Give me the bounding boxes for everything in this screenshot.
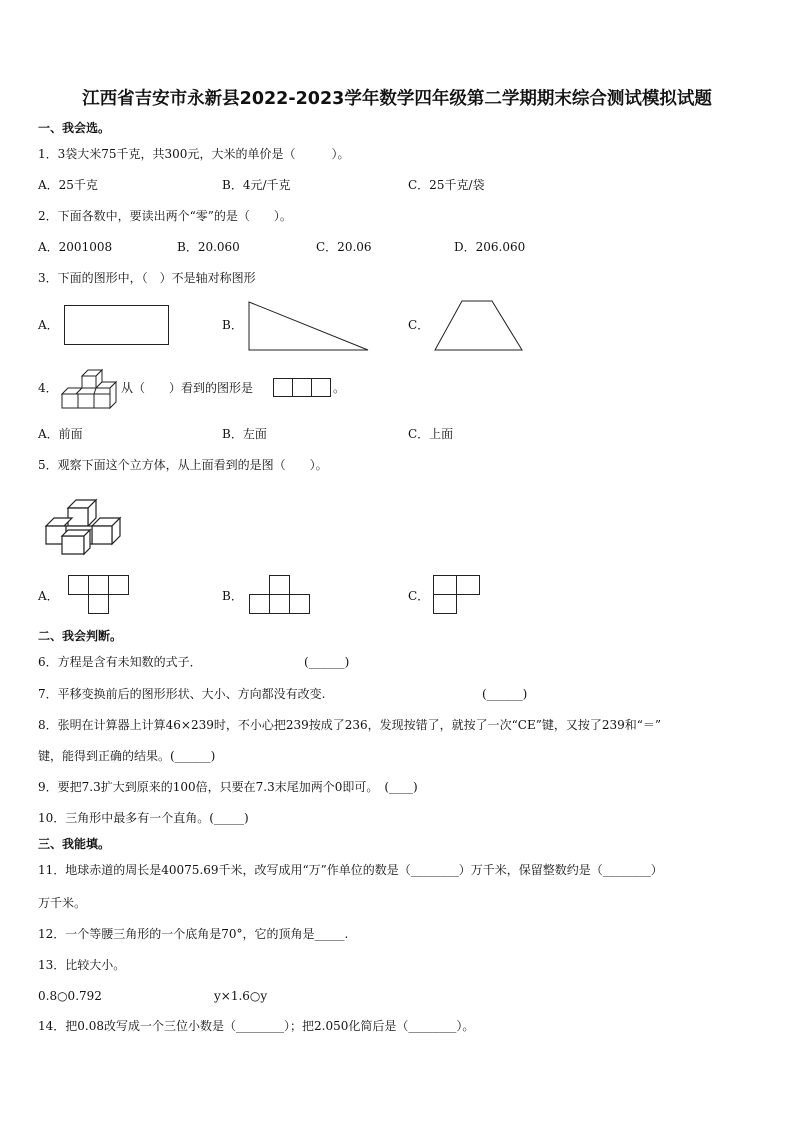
question-3-option-a: A． [38, 318, 59, 332]
rectangle-figure [64, 305, 170, 345]
page-title: 江西省吉安市永新县2022-2023学年数学四年级第二学期期末综合测试模拟试题 [82, 89, 712, 109]
question-2-option-d: D．206.060 [454, 240, 526, 254]
question-13-stem: 13．比较大小。 [38, 958, 126, 972]
question-4-option-b: B．左面 [222, 427, 267, 441]
question-9-text: 9．要把7.3扩大到原来的100倍，只要在7.3末尾加两个0即可。 (____) [38, 780, 418, 794]
question-2-stem: 2．下面各数中，要读出两个“零”的是（ ）。 [38, 209, 292, 223]
question-5-stem: 5．观察下面这个立方体，从上面看到的是图（ ）。 [38, 458, 328, 472]
question-13-item-2: y×1.6○y [214, 989, 268, 1003]
question-5-option-b: B． [222, 589, 243, 603]
question-2-option-c: C．20.06 [316, 240, 372, 254]
question-14-text: 14．把0.08改写成一个三位小数是（________）；把2.050化简后是（________）。 [38, 1019, 475, 1033]
cube-cluster-figure [44, 496, 124, 558]
question-11-line-2: 万千米。 [38, 896, 87, 910]
top-view-c-figure [433, 575, 483, 615]
question-4-stem-end: 。 [333, 381, 346, 395]
question-2-option-b: B．20.060 [177, 240, 240, 254]
top-view-b-figure [249, 575, 313, 615]
question-6-text: 6．方程是含有未知数的式子． [38, 655, 202, 669]
question-3-stem: 3．下面的图形中，（ ）不是轴对称图形 [38, 271, 256, 285]
question-8-line-1: 8．张明在计算器上计算46×239时，不小心把239按成了236，发现按错了，就按了一次“CE”键，又按了239和“＝” [38, 718, 662, 732]
question-4-option-a: A．前面 [38, 427, 83, 441]
section-heading-judge: 二、我会判断。 [38, 629, 123, 643]
question-6-blank: (______) [304, 655, 350, 669]
question-12-text: 12．一个等腰三角形的一个底角是70°，它的顶角是_____. [38, 927, 349, 941]
three-square-view-figure [273, 378, 333, 398]
trapezoid-figure [434, 300, 524, 351]
question-7-blank: (______) [482, 687, 528, 701]
question-1-option-c: C．25千克/袋 [408, 178, 485, 192]
right-triangle-figure [248, 301, 370, 351]
question-1-option-a: A．25千克 [38, 178, 98, 192]
cube-stack-figure [60, 366, 120, 410]
question-7-text: 7．平移变换前后的图形形状、大小、方向都没有改变. [38, 687, 326, 701]
question-4-option-c: C．上面 [408, 427, 454, 441]
question-11-line-1: 11．地球赤道的周长是40075.69千米，改写成用“万”作单位的数是（________）万千米，保留整数约是（________） [38, 863, 663, 877]
question-8-line-2: 键，能得到正确的结果。(______) [38, 749, 216, 763]
question-5-option-c: C． [408, 589, 430, 603]
section-heading-fill: 三、我能填。 [38, 837, 111, 851]
question-5-option-a: A． [38, 589, 59, 603]
question-13-item-1: 0.8○0.792 [38, 989, 102, 1003]
question-1-option-b: B．4元/千克 [222, 178, 291, 192]
question-4-number: 4． [38, 381, 58, 395]
top-view-a-figure [68, 575, 132, 615]
question-3-option-c: C． [408, 318, 430, 332]
question-10-text: 10．三角形中最多有一个直角。(_____) [38, 811, 249, 825]
question-2-option-a: A．2001008 [38, 240, 113, 254]
section-heading-choice: 一、我会选。 [38, 121, 111, 135]
question-1-stem: 1．3袋大米75千克，共300元，大米的单价是（ ）。 [38, 147, 350, 161]
question-4-stem: 从（ ）看到的图形是 [121, 381, 254, 395]
question-3-option-b: B． [222, 318, 243, 332]
